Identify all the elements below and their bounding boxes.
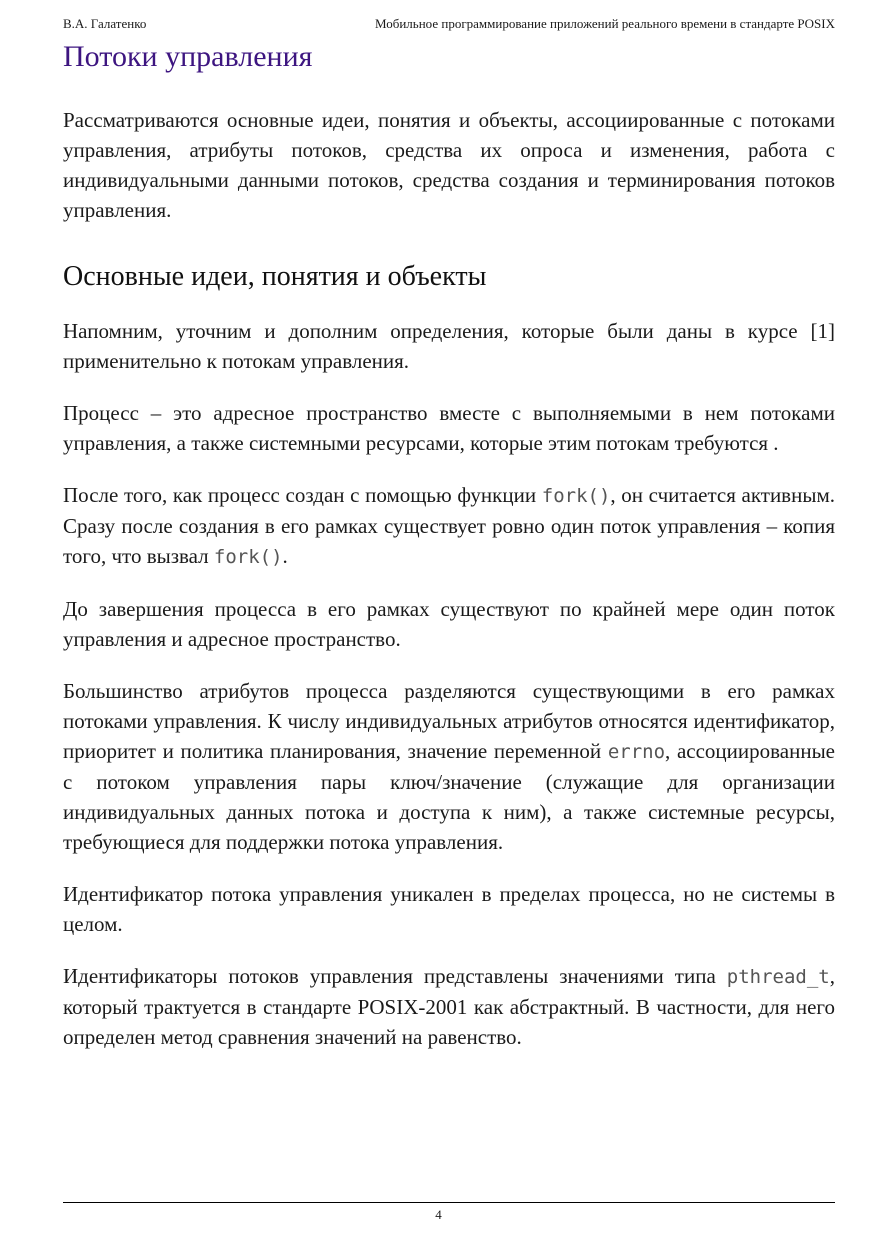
paragraph-attributes <box>63 676 835 857</box>
code-pthread-t: pthread_t <box>726 966 830 988</box>
paragraph-process-lifetime: До завершения процесса в его рамках существуют по крайней мере один поток управления и адресное пространство. <box>63 597 835 651</box>
text-fragment: . <box>282 544 288 568</box>
page-number: 4 <box>435 1207 442 1222</box>
chapter-intro-paragraph: Рассматриваются основные идеи, понятия и объекты, ассоциированные с потоками управления, атрибуты потоков, средства их опроса и изменения, работа с индивидуальными данными потоков, средства создания и терминирования потоков управления. <box>63 108 835 222</box>
running-header <box>63 16 835 36</box>
text-fragment: Идентификаторы потоков управления представлены значениями типа <box>63 964 727 988</box>
text-fragment: После того, как процесс создан с помощью функции <box>63 483 542 507</box>
paragraph-thread-id-unique: Идентификатор потока управления уникален в пределах процесса, но не системы в целом. <box>63 882 835 936</box>
text-fragment: , ассоциированные с потоком управления пары ключ/значение (служащие для организации индивидуальных данных потока и доступа к ним), а также системные ресурсы, требующиеся для поддержки потока управления. <box>63 739 835 854</box>
header-author: В.А. Галатенко <box>63 16 147 31</box>
code-fork: fork() <box>541 485 611 507</box>
paragraph-definitions: Напомним, уточним и дополним определения, которые были даны в курсе [1] применительно к потокам управления. <box>63 319 835 373</box>
paragraph-pthread-t <box>63 961 835 1052</box>
footer-divider <box>63 1202 835 1203</box>
paragraph-process-definition: Процесс – это адресное пространство вместе с выполняемыми в нем потоками управления, а также системными ресурсами, которые этим потокам требуются . <box>63 401 835 455</box>
text-fragment: , он считается активным. Сразу после создания в его рамках существует ровно один поток управления – копия того, что вызвал <box>63 483 835 568</box>
paragraph-fork <box>63 480 835 572</box>
text-fragment: Большинство атрибутов процесса разделяются существующими в его рамках потоками управления. К числу индивидуальных атрибутов относятся идентификатор, приоритет и политика планирования, значение переменной <box>63 679 835 763</box>
header-book-title: Мобильное программирование приложений реального времени в стандарте POSIX <box>375 16 835 31</box>
chapter-title: Потоки управления <box>63 40 313 73</box>
code-errno: errno <box>607 741 666 763</box>
text-fragment: , который трактуется в стандарте POSIX-2001 как абстрактный. В частности, для него определен метод сравнения значений на равенство. <box>63 964 835 1049</box>
section-title: Основные идеи, понятия и объекты <box>63 261 487 292</box>
code-fork: fork() <box>213 546 283 568</box>
page-content <box>63 38 835 1074</box>
